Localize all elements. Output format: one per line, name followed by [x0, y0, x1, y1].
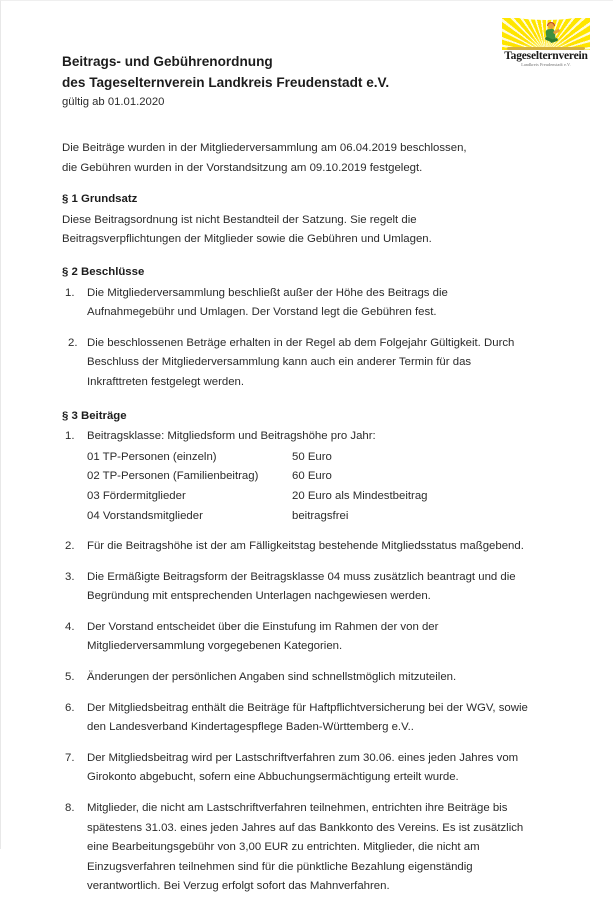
list-item-number: 3.: [65, 570, 75, 583]
list-item-text: [87, 699, 542, 738]
list-item-text: [87, 284, 542, 323]
fee-amount: 50 Euro: [292, 450, 332, 463]
list-item-line: den Landesverband Kindertagespflege Baden-Württemberg e.V..: [87, 721, 414, 734]
child-running-icon: [543, 23, 560, 47]
list-item-text: [87, 537, 542, 557]
list-item-line: Inkrafttreten festgelegt werden.: [87, 375, 245, 388]
list-item-line: eine Bearbeitungsgebühr von 3,00 EUR zu entrichten. Mitglieder, die nicht am: [87, 841, 480, 854]
list-item-line: Der Vorstand entscheidet über die Einstufung im Rahmen der von der: [87, 620, 439, 633]
list-item: [62, 749, 542, 788]
list-item-line: verantwortlich. Bei Verzug erfolgt sofort das Mahnverfahren.: [87, 880, 390, 893]
list-item-number: 8.: [65, 802, 75, 815]
fee-class-label: 04 Vorstandsmitglieder: [87, 509, 203, 522]
logo-name: Tageselternverein: [504, 50, 588, 62]
list-item: [62, 699, 542, 738]
list-item-text: [87, 618, 542, 657]
list-item: [62, 427, 542, 526]
list-item: [62, 799, 542, 897]
section-3-heading: § 3 Beiträge: [62, 409, 127, 422]
section-1: [62, 190, 542, 250]
list-item-line: Die Mitgliederversammlung beschließt außer der Höhe des Beitrags die: [87, 286, 448, 299]
list-item-number: 6.: [65, 701, 75, 714]
fee-amount: beitragsfrei: [292, 509, 349, 522]
table-row: [87, 448, 428, 468]
document-body: [62, 139, 542, 910]
table-row: [87, 467, 428, 487]
list-item-text: [87, 427, 542, 526]
intro-paragraph: [62, 139, 542, 178]
list-item-number: 1.: [65, 430, 75, 443]
page-title: [62, 51, 492, 93]
list-item-line: Der Mitgliedsbeitrag wird per Lastschriftverfahren zum 30.06. eines jeden Jahres vom: [87, 751, 519, 764]
list-item: [62, 668, 542, 688]
list-item-text: [87, 799, 542, 897]
list-item-number: 5.: [65, 671, 75, 684]
list-item-number: 4.: [65, 620, 75, 633]
fee-class-label: 02 TP-Personen (Familienbeitrag): [87, 470, 259, 483]
fee-class-label: 01 TP-Personen (einzeln): [87, 450, 217, 463]
title-line-1: Beitrags- und Gebührenordnung: [62, 54, 273, 70]
list-item: [62, 284, 542, 323]
fee-amount: 60 Euro: [292, 470, 332, 483]
section-3: [62, 407, 542, 897]
list-item-line: Mitglieder, die nicht am Lastschriftverfahren teilnehmen, entrichten ihre Beiträge bis: [87, 802, 508, 815]
list-item-line: Beschluss der Mitgliederversammlung kann auch ein anderer Termin für das: [87, 356, 472, 369]
list-item-line: Mitgliederversammlung vorgegebenen Kategorien.: [87, 640, 343, 653]
list-item-text: [87, 568, 542, 607]
table-row: [87, 487, 428, 507]
list-item-number: 2.: [65, 540, 75, 553]
list-item-number: 1.: [65, 286, 75, 299]
list-item-text: [87, 749, 542, 788]
list-item: [62, 618, 542, 657]
fee-table-intro: Beitragsklasse: Mitgliedsform und Beitragshöhe pro Jahr:: [87, 430, 376, 443]
logo-tagline: Landkreis Freudenstadt e.V.: [521, 62, 571, 67]
intro-line-2: die Gebühren wurden in der Vorstandsitzung am 09.10.2019 festgelegt.: [62, 161, 423, 174]
association-logo: [499, 18, 593, 70]
list-item-line: Einzugsverfahren teilnehmen sind für die pünktliche Bezahlung eigenständig: [87, 860, 473, 873]
page-subtitle: gültig ab 01.01.2020: [62, 96, 165, 108]
section-1-line-1: Diese Beitragsordnung ist nicht Bestandteil der Satzung. Sie regelt die: [62, 213, 417, 226]
list-item: [62, 568, 542, 607]
list-item-text: [87, 334, 542, 393]
intro-line-1: Die Beiträge wurden in der Mitgliederversammlung am 06.04.2019 beschlossen,: [62, 142, 467, 154]
section-2: [62, 263, 542, 393]
child-leg-back: [550, 38, 559, 43]
list-item-line: Aufnahmegebühr und Umlagen. Der Vorstand legt die Gebühren fest.: [87, 306, 437, 319]
section-1-line-2: Beitragsverpflichtungen der Mitglieder sowie die Gebühren und Umlagen.: [62, 233, 432, 246]
list-item-line: Die Ermäßigte Beitragsform der Beitragsklasse 04 muss zusätzlich beantragt und die: [87, 570, 516, 583]
section-2-heading: § 2 Beschlüsse: [62, 265, 145, 278]
list-item-text: [87, 668, 542, 688]
fee-amount: 20 Euro als Mindestbeitrag: [292, 489, 428, 502]
list-item: [62, 334, 542, 393]
section-3-list: [62, 427, 542, 897]
list-item-line: Der Mitgliedsbeitrag enthält die Beiträge für Haftpflichtversicherung bei der WGV, sowie: [87, 701, 528, 714]
list-item-line: Die beschlossenen Beträge erhalten in der Regel ab dem Folgejahr Gültigkeit. Durch: [87, 336, 515, 349]
list-item-number: 7.: [65, 751, 75, 764]
list-item-number: 2.: [68, 336, 78, 349]
fee-table: [87, 448, 428, 526]
fee-class-label: 03 Fördermitglieder: [87, 489, 186, 502]
section-2-list: [62, 284, 542, 393]
list-item-line: Girokonto abgebucht, sofern eine Abbuchungsermächtigung erteilt wurde.: [87, 771, 459, 784]
title-line-2: des Tageselternverein Landkreis Freudenstadt e.V.: [62, 75, 390, 91]
section-1-heading: § 1 Grundsatz: [62, 193, 138, 206]
list-item-line: Änderungen der persönlichen Angaben sind schnellstmöglich mitzuteilen.: [87, 671, 457, 684]
table-row: [87, 507, 428, 527]
list-item-line: Für die Beitragshöhe ist der am Fälligkeitstag bestehende Mitgliedsstatus maßgebend.: [87, 540, 524, 553]
section-1-paragraph: [62, 211, 542, 250]
list-item-line: Begründung mit entsprechenden Unterlagen nachgewiesen werden.: [87, 590, 431, 603]
list-item-line: spätestens 31.03. eines jeden Jahres auf das Bankkonto des Vereins. Es ist zusätzlich: [87, 821, 524, 834]
list-item: [62, 537, 542, 557]
